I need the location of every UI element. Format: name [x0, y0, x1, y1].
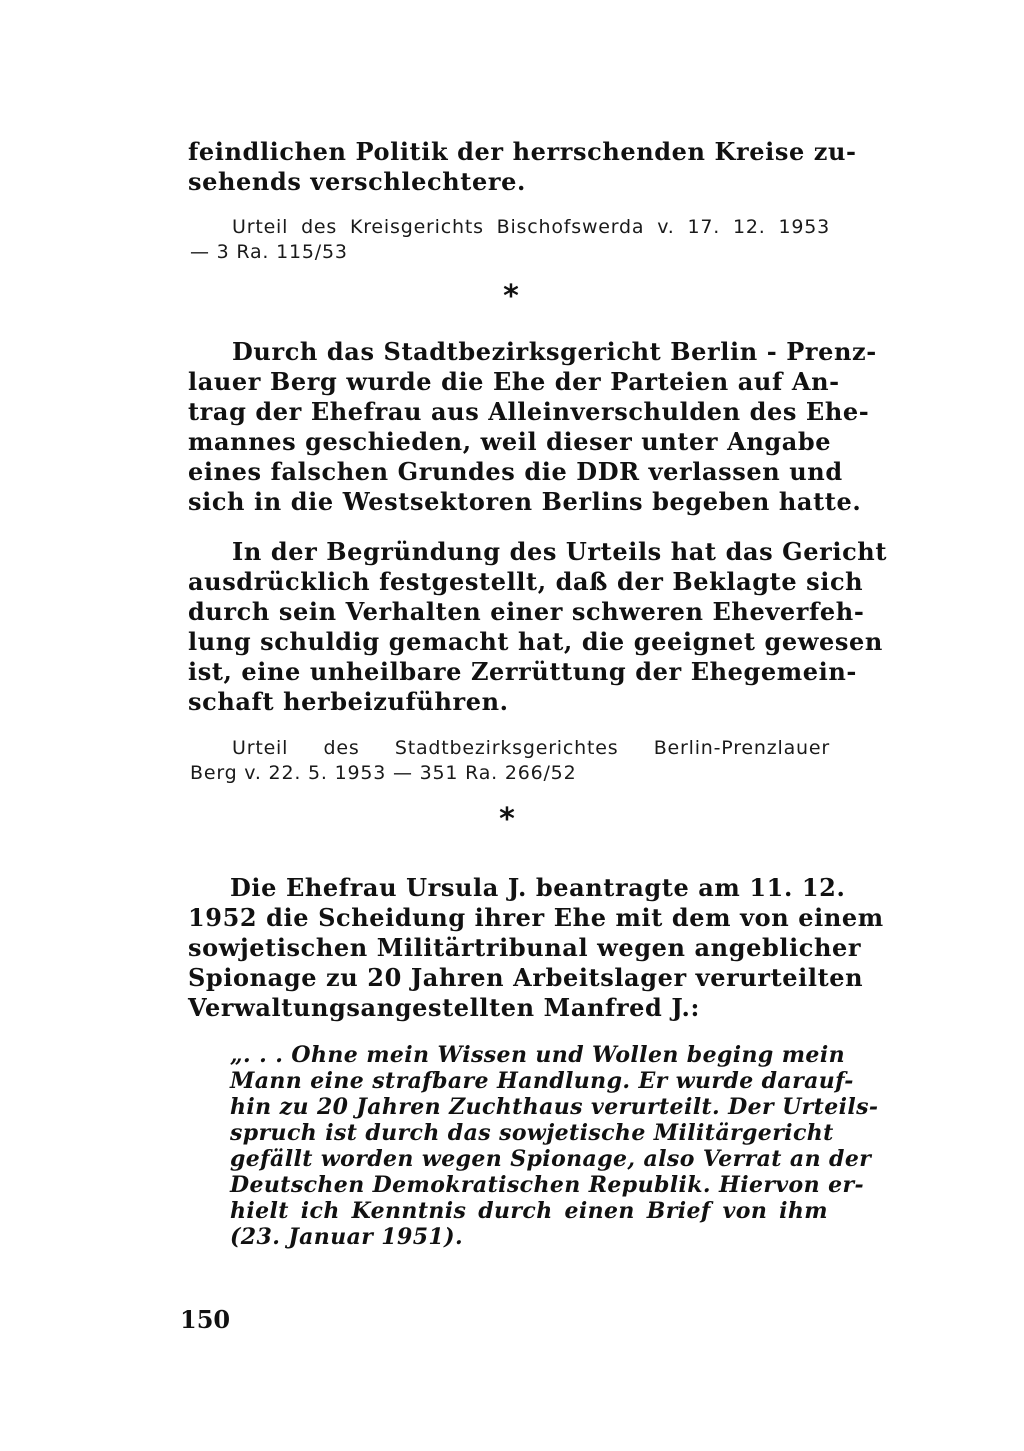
body-line: feindlichen Politik der herrschenden Kreise zu- [188, 137, 857, 166]
body-line: Die Ehefrau Ursula J. beantragte am 11. 12. [230, 873, 846, 902]
body-line: eines falschen Grundes die DDR verlassen und [188, 457, 843, 486]
body-line: 1952 die Scheidung ihrer Ehe mit dem von einem [188, 903, 884, 932]
quote-line: (23. Januar 1951). [230, 1224, 464, 1250]
citation-line: Urteil des Kreisgerichts Bischofswerda v. 17. 12. 1953 [232, 216, 830, 238]
body-line: lung schuldig gemacht hat, die geeignet gewesen [188, 627, 883, 656]
body-line: schaft herbeizuführen. [188, 687, 509, 716]
page-number: 150 [180, 1305, 231, 1334]
body-line: lauer Berg wurde die Ehe der Parteien auf An- [188, 367, 840, 396]
body-line: mannes geschieden, weil dieser unter Angabe [188, 427, 832, 456]
quote-line: gefällt worden wegen Spionage, also Verrat an der [230, 1146, 872, 1172]
quote-line: hin zu 20 Jahren Zuchthaus verurteilt. Der Urteils- [230, 1094, 879, 1120]
body-line: sehends verschlechtere. [188, 167, 526, 196]
body-line: Spionage zu 20 Jahren Arbeitslager verurteilten [188, 963, 864, 992]
body-line: Durch das Stadtbezirksgericht Berlin - Prenz- [232, 337, 877, 366]
citation-line: Urteil des Stadtbezirksgerichtes Berlin-Prenzlauer [232, 737, 830, 759]
section-separator-asterisk: * [503, 279, 519, 314]
citation-line: Berg v. 22. 5. 1953 — 351 Ra. 266/52 [190, 762, 577, 784]
section-separator-asterisk: * [499, 802, 515, 837]
quote-line: Deutschen Demokratischen Republik. Hiervon er- [230, 1172, 865, 1198]
body-line: In der Begründung des Urteils hat das Gericht [232, 537, 888, 566]
body-line: ausdrücklich festgestellt, daß der Beklagte sich [188, 567, 864, 596]
quote-line: Mann eine strafbare Handlung. Er wurde darauf- [230, 1068, 854, 1094]
body-line: Verwaltungsangestellten Manfred J.: [188, 993, 700, 1022]
citation-line: — 3 Ra. 115/53 [190, 241, 348, 263]
body-line: sowjetischen Militärtribunal wegen angeblicher [188, 933, 862, 962]
body-line: durch sein Verhalten einer schweren Eheverfeh- [188, 597, 865, 626]
quote-line: „. . . Ohne mein Wissen und Wollen beging mein [230, 1042, 845, 1068]
body-line: sich in die Westsektoren Berlins begeben hatte. [188, 487, 862, 516]
body-line: trag der Ehefrau aus Alleinverschulden des Ehe- [188, 397, 870, 426]
body-line: ist, eine unheilbare Zerrüttung der Ehegemein- [188, 657, 857, 686]
quote-line: spruch ist durch das sowjetische Militärgericht [230, 1120, 834, 1146]
quote-line: hielt ich Kenntnis durch einen Brief von ihm [230, 1198, 828, 1224]
